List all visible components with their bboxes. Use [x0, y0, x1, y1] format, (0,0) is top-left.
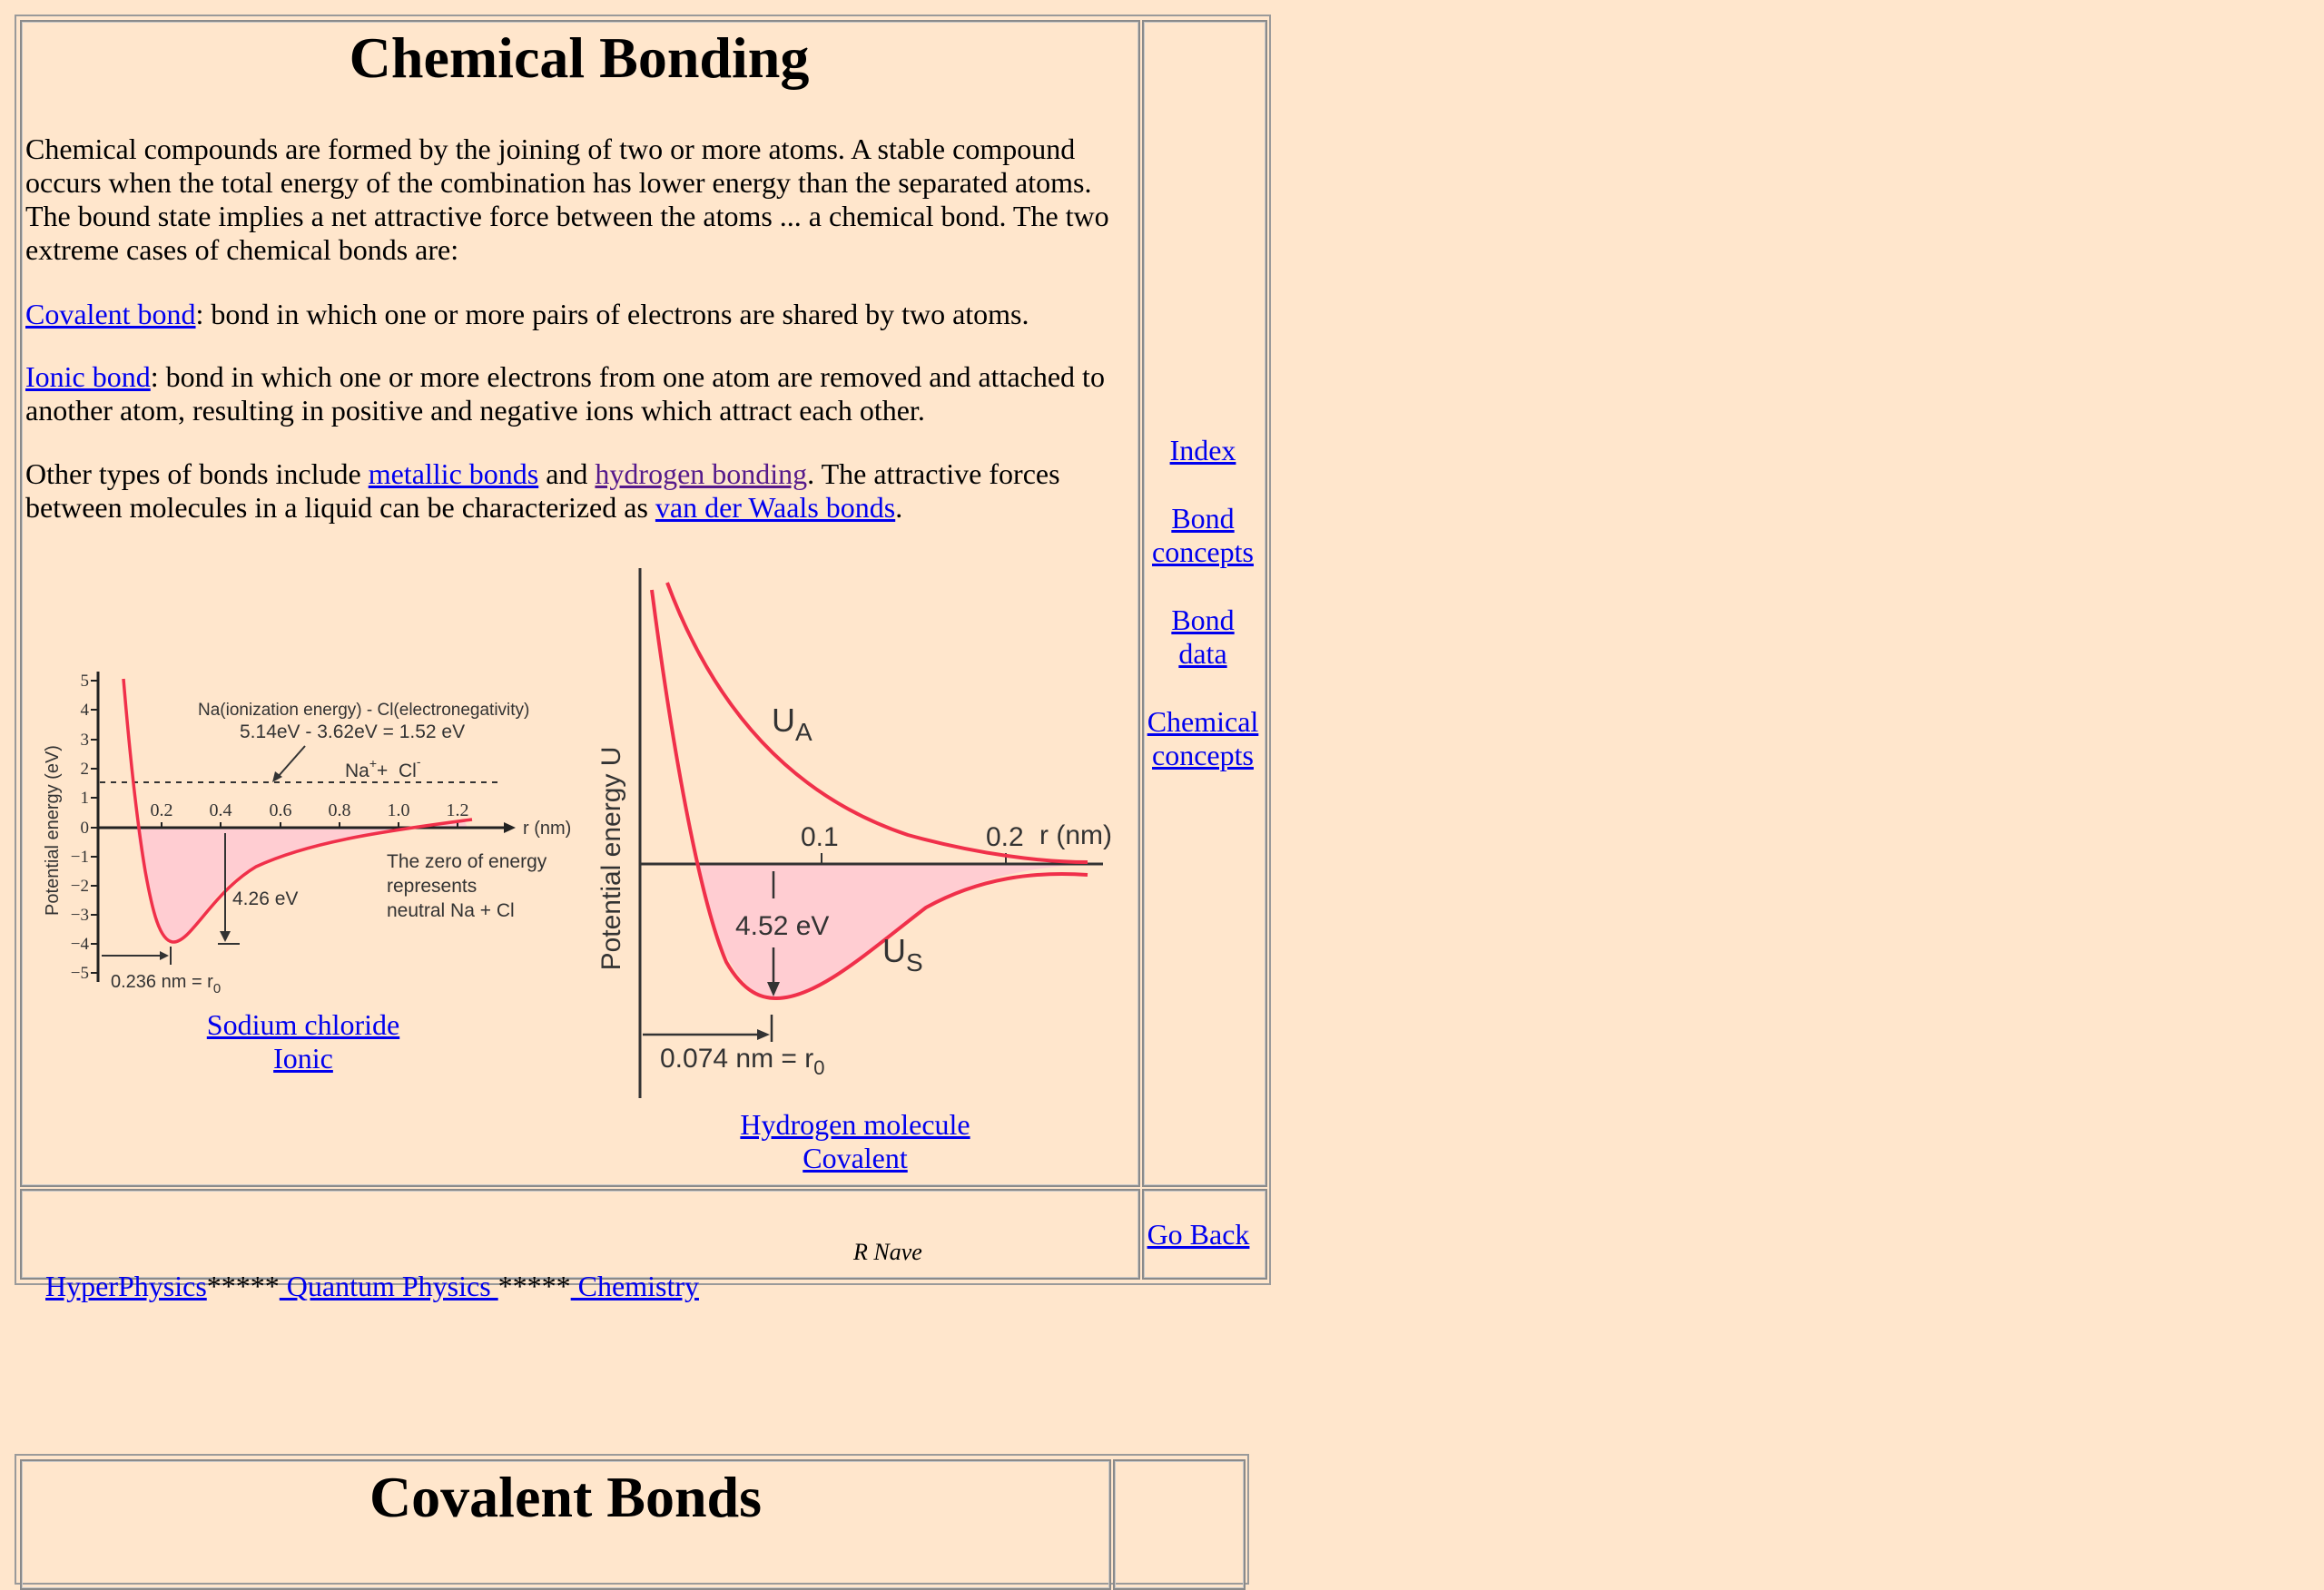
- nacl-note-1: Na(ionization energy) - Cl(electronegativity): [198, 701, 530, 720]
- nacl-xtick: 0.4: [209, 800, 232, 820]
- nav-bond-data-line1: Bond: [1171, 604, 1235, 636]
- h2-us-label: [882, 932, 923, 977]
- nav-bond-data-link[interactable]: [1144, 604, 1262, 671]
- nacl-xtick: 1.0: [387, 800, 410, 820]
- covalent-paragraph: [25, 298, 1133, 331]
- nacl-ion-minus: -: [416, 754, 421, 769]
- nacl-xtick: 0.8: [328, 800, 351, 820]
- h2-us-sub: S: [906, 948, 923, 977]
- van-der-waals-link[interactable]: van der Waals bonds: [655, 491, 896, 524]
- footer-stars-2: *****: [497, 1270, 571, 1302]
- nacl-r0-label: [111, 972, 221, 996]
- other-end: .: [895, 491, 903, 524]
- nacl-ytick: 5: [80, 672, 89, 691]
- quantum-physics-link[interactable]: Quantum Physics: [279, 1270, 498, 1302]
- h2-r0-label: [660, 1044, 825, 1079]
- nacl-well-label: 4.26 eV: [232, 888, 299, 909]
- go-back-link[interactable]: Go Back: [1147, 1218, 1250, 1251]
- nav-bond-data-line2: data: [1178, 637, 1227, 670]
- nacl-ytick: 1: [80, 789, 89, 808]
- other-bonds-paragraph: [25, 457, 1115, 525]
- covalent-nav-cell: [1113, 1459, 1246, 1590]
- h2-ua-sub: A: [795, 718, 812, 746]
- h2-ua-label: [772, 702, 812, 746]
- h2-ua-curve: [667, 583, 1088, 862]
- metallic-bonds-link[interactable]: metallic bonds: [368, 457, 539, 490]
- h2-potential-diagram: [590, 563, 1135, 1107]
- h2-tick-02-label: 0.2: [986, 822, 1024, 852]
- nacl-ion-label: [345, 754, 421, 781]
- h2-tick-01-label: 0.1: [801, 822, 839, 852]
- nacl-well-arrow-head: [220, 931, 231, 942]
- covalent-bond-link[interactable]: Covalent bond: [25, 298, 196, 330]
- footer-links: [31, 1236, 699, 1303]
- nav-chemical-concepts-line1: Chemical: [1147, 705, 1259, 738]
- page-title: Chemical Bonding: [349, 25, 810, 90]
- covalent-desc: : bond in which one or more pairs of electrons are shared by two atoms.: [195, 298, 1029, 330]
- nav-bond-concepts-line1: Bond: [1171, 502, 1235, 535]
- nacl-note-pointer: [278, 746, 305, 777]
- nav-bond-concepts-line2: concepts: [1152, 535, 1254, 568]
- h2-r0-arrow-head: [757, 1029, 770, 1040]
- hydrogen-bonding-link[interactable]: hydrogen bonding: [595, 457, 808, 490]
- h2-r0-sub: 0: [813, 1056, 825, 1079]
- nacl-ion-plus: +: [369, 756, 378, 770]
- hydrogen-molecule-link[interactable]: Hydrogen molecule: [740, 1108, 970, 1141]
- nacl-xtick: 0.2: [150, 800, 173, 820]
- nav-chemical-concepts-link[interactable]: [1144, 705, 1262, 772]
- other-and: and: [538, 457, 596, 490]
- other-mid: . The attractive forces between molecules in a liquid can be characterized as: [25, 457, 1060, 524]
- h2-caption: [719, 1108, 991, 1175]
- nacl-zero-note-2: represents: [387, 876, 478, 897]
- covalent-section-title: Covalent Bonds: [369, 1465, 763, 1529]
- h2-ua-text: U: [772, 702, 795, 739]
- nacl-ion-na: Na: [345, 761, 369, 781]
- other-pre: Other types of bonds include: [25, 457, 369, 490]
- nacl-ytick: −2: [70, 877, 89, 896]
- covalent-link[interactable]: Covalent: [803, 1142, 908, 1174]
- intro-paragraph: Chemical compounds are formed by the joining of two or more atoms. A stable compound occurs when the total energy of the combination has lower energy than the separated atoms. The bound state implies a net attractive force between the atoms ... a chemical bond. The two extreme cases of chemical bonds are:: [25, 132, 1109, 266]
- ionic-desc: : bond in which one or more electrons from one atom are removed and attached to another atom, resulting in positive and negative ions which attract each other.: [25, 360, 1105, 427]
- nacl-ytick: −4: [70, 935, 89, 954]
- nav-bond-concepts-link[interactable]: [1144, 502, 1262, 569]
- nav-index-link[interactable]: Index: [1169, 434, 1236, 466]
- footer-stars-1: *****: [206, 1270, 280, 1302]
- hyperphysics-link[interactable]: HyperPhysics: [45, 1270, 207, 1302]
- sodium-chloride-link[interactable]: Sodium chloride: [206, 1008, 400, 1041]
- nacl-x-arrow: [504, 822, 516, 833]
- nacl-r0-text: 0.236 nm = r: [111, 972, 213, 992]
- h2-x-unit: r (nm): [1039, 820, 1112, 850]
- nav-chemical-concepts-line2: concepts: [1152, 739, 1254, 771]
- nacl-y-label: Potential energy (eV): [43, 745, 63, 916]
- nacl-xtick: 0.6: [269, 800, 292, 820]
- nacl-potential-diagram: [36, 662, 581, 998]
- nacl-r0-sub: 0: [212, 981, 222, 996]
- ionic-bond-link[interactable]: Ionic bond: [25, 360, 151, 393]
- h2-us-text: U: [882, 932, 906, 969]
- nacl-ytick: −3: [70, 906, 89, 925]
- nacl-zero-note-3: neutral Na + Cl: [387, 900, 515, 921]
- nacl-ion-mid: + Cl: [377, 761, 417, 781]
- nacl-ytick: −1: [70, 848, 89, 867]
- chemistry-link[interactable]: Chemistry: [570, 1270, 699, 1302]
- h2-r0-text: 0.074 nm = r: [660, 1044, 814, 1074]
- nacl-ytick: 2: [80, 760, 89, 779]
- h2-y-label: Potential energy U: [596, 746, 626, 971]
- nacl-r0-arrow-head: [160, 951, 169, 960]
- h2-well-label: 4.52 eV: [735, 911, 830, 941]
- nacl-zero-note-1: The zero of energy: [387, 851, 547, 872]
- nacl-x-unit: r (nm): [523, 819, 572, 839]
- nacl-xtick: 1.2: [446, 800, 469, 820]
- nacl-caption: [176, 1008, 430, 1075]
- nacl-note-2: 5.14eV - 3.62eV = 1.52 eV: [240, 721, 466, 742]
- nacl-ytick: −5: [70, 964, 89, 983]
- nacl-ytick: 3: [80, 731, 89, 750]
- nacl-ytick: 0: [80, 819, 89, 838]
- nacl-ytick: 4: [80, 701, 89, 720]
- footer-author: R Nave: [853, 1239, 922, 1265]
- ionic-link[interactable]: Ionic: [273, 1042, 333, 1075]
- ionic-paragraph: [25, 360, 1133, 427]
